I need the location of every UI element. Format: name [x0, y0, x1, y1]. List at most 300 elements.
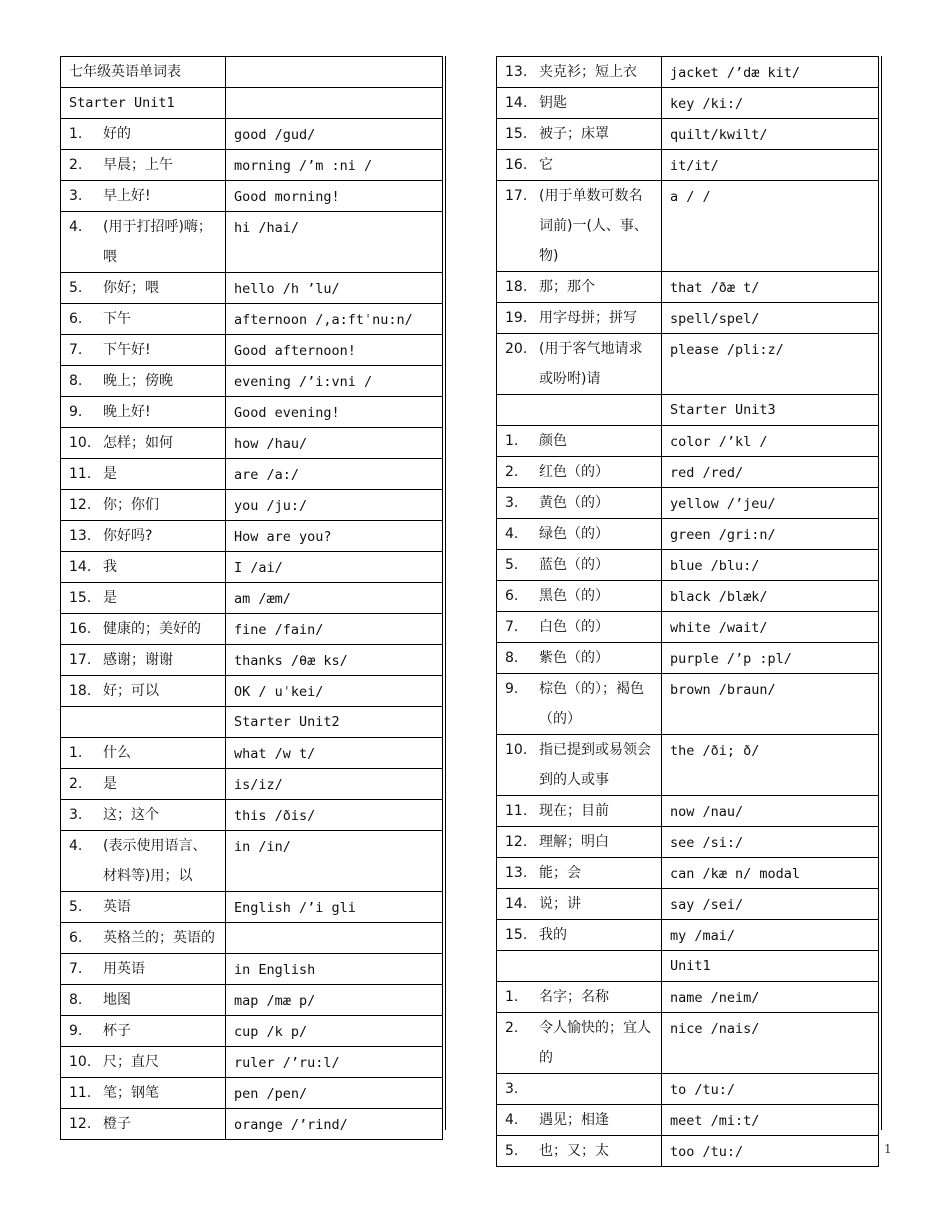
vocab-row: [61, 769, 443, 800]
item-number: 8.: [505, 650, 519, 666]
chinese-meaning-cell: [497, 982, 662, 1013]
english-word-cell: [226, 552, 443, 583]
chinese-meaning-cell: [497, 272, 662, 303]
vocab-row: [497, 1013, 879, 1074]
vocab-row: [61, 1047, 443, 1078]
item-number: 1.: [69, 745, 83, 761]
english-word-cell: [226, 800, 443, 831]
empty-cell: [226, 57, 443, 88]
item-number: 19.: [505, 310, 528, 326]
chinese-meaning: 颜色: [539, 433, 567, 449]
section-header-row: [61, 707, 443, 738]
chinese-meaning: 你好吗?: [103, 528, 153, 544]
page-number: 1: [884, 1142, 892, 1156]
chinese-meaning: 白色（的）: [539, 619, 609, 635]
chinese-meaning-cell: [61, 181, 226, 212]
item-number: 4.: [505, 1112, 519, 1128]
chinese-meaning-cell: [61, 645, 226, 676]
english-word: hello /h ’lu/: [234, 281, 340, 297]
item-number: 6.: [69, 311, 83, 327]
vocab-row: [61, 583, 443, 614]
english-word-cell: [226, 769, 443, 800]
section-heading: Starter Unit1: [69, 95, 175, 111]
english-word: what /w t/: [234, 746, 316, 762]
english-word: [226, 923, 442, 926]
item-number: 1.: [505, 433, 519, 449]
english-word: to /tu:/: [670, 1082, 736, 1098]
chinese-meaning-cell: [497, 920, 662, 951]
vocab-row: [61, 923, 443, 954]
item-number: 3.: [69, 188, 83, 204]
english-word: nice /nais/: [670, 1021, 760, 1037]
chinese-meaning-cell: [61, 521, 226, 552]
chinese-meaning: 钥匙: [539, 95, 567, 111]
item-number: 6.: [505, 588, 519, 604]
item-number: 9.: [69, 1023, 83, 1039]
chinese-meaning: 用字母拼；拼写: [539, 310, 637, 326]
chinese-meaning-cell: [497, 426, 662, 457]
vocab-row: [497, 581, 879, 612]
right-column-rule: [881, 56, 882, 1130]
chinese-meaning: 早晨；上午: [103, 157, 173, 173]
vocab-row: [61, 397, 443, 428]
vocab-row: [61, 676, 443, 707]
chinese-meaning-cell: [61, 1078, 226, 1109]
vocab-row: [497, 735, 879, 796]
item-number: 2.: [69, 776, 83, 792]
left-column-rule: [445, 56, 446, 1130]
vocab-row: [497, 827, 879, 858]
english-word-cell: [662, 982, 879, 1013]
item-number: 12.: [69, 1116, 92, 1132]
vocab-row: [497, 674, 879, 735]
item-number: 7.: [505, 619, 519, 635]
empty-cell: [497, 951, 662, 982]
english-word: say /sei/: [670, 897, 744, 913]
chinese-meaning-cell: [61, 304, 226, 335]
section-heading: Starter Unit3: [670, 402, 776, 418]
vocab-row: [497, 57, 879, 88]
item-number: 14.: [505, 95, 528, 111]
item-number: 10.: [69, 435, 92, 451]
vocab-row: [61, 273, 443, 304]
item-number: 14.: [69, 559, 92, 575]
english-word: Good afternoon!: [234, 343, 356, 359]
section-header-row: [497, 395, 879, 426]
english-word: a / /: [670, 189, 711, 205]
vocab-row: [61, 892, 443, 923]
english-word: please /pli:z/: [670, 342, 784, 358]
section-heading-cell: [662, 951, 879, 982]
section-heading-cell: [662, 395, 879, 426]
chinese-meaning-cell: [497, 519, 662, 550]
english-word-cell: [226, 119, 443, 150]
item-number: 15.: [69, 590, 92, 606]
english-word: white /wait/: [670, 620, 768, 636]
english-word: good /gud/: [234, 127, 316, 143]
chinese-meaning: 尺；直尺: [103, 1054, 159, 1070]
english-word: red /red/: [670, 465, 744, 481]
chinese-meaning: 令人愉快的；宜人的: [539, 1020, 651, 1066]
english-word-cell: [226, 366, 443, 397]
english-word: orange /’rind/: [234, 1117, 348, 1133]
chinese-meaning-cell: [497, 581, 662, 612]
english-word-cell: [662, 272, 879, 303]
chinese-meaning-cell: [497, 1136, 662, 1167]
english-word: yellow /’jeu/: [670, 496, 776, 512]
english-word: in English: [234, 962, 316, 978]
item-number: 20.: [505, 341, 528, 357]
item-number: 3.: [505, 1081, 519, 1097]
chinese-meaning-cell: [61, 614, 226, 645]
english-word: name /neim/: [670, 990, 760, 1006]
vocab-row: [497, 612, 879, 643]
chinese-meaning: 蓝色（的）: [539, 557, 609, 573]
english-word: too /tu:/: [670, 1144, 744, 1160]
empty-cell: [226, 88, 443, 119]
chinese-meaning-cell: [61, 738, 226, 769]
vocab-row: [61, 1016, 443, 1047]
english-word: my /mai/: [670, 928, 736, 944]
chinese-meaning-cell: [61, 428, 226, 459]
vocab-row: [61, 366, 443, 397]
item-number: 5.: [505, 557, 519, 573]
table-title-text: 七年级英语单词表: [69, 64, 181, 80]
english-word-cell: [226, 923, 443, 954]
english-word-cell: [662, 643, 879, 674]
right-vocab-table: [496, 56, 879, 1167]
chinese-meaning-cell: [61, 831, 226, 892]
chinese-meaning: 你；你们: [103, 497, 159, 513]
english-word-cell: [226, 397, 443, 428]
vocab-row: [497, 920, 879, 951]
chinese-meaning-cell: [61, 119, 226, 150]
english-word-cell: [662, 612, 879, 643]
chinese-meaning: 现在；目前: [539, 803, 609, 819]
chinese-meaning-cell: [497, 1105, 662, 1136]
item-number: 5.: [505, 1143, 519, 1159]
item-number: 4.: [69, 838, 83, 854]
vocab-row: [61, 335, 443, 366]
english-word: I /ai/: [234, 560, 283, 576]
chinese-meaning-cell: [61, 459, 226, 490]
chinese-meaning-cell: [497, 612, 662, 643]
chinese-meaning-cell: [61, 490, 226, 521]
english-word-cell: [662, 119, 879, 150]
item-number: 4.: [69, 219, 83, 235]
english-word-cell: [662, 674, 879, 735]
chinese-meaning: 黑色（的）: [539, 588, 609, 604]
english-word: you /ju:/: [234, 498, 308, 514]
chinese-meaning-cell: [61, 923, 226, 954]
chinese-meaning: [539, 1074, 661, 1104]
chinese-meaning-cell: [61, 985, 226, 1016]
english-word: cup /k p/: [234, 1024, 308, 1040]
vocab-row: [61, 428, 443, 459]
english-word: purple /’p :pl/: [670, 651, 792, 667]
chinese-meaning: 我的: [539, 927, 567, 943]
chinese-meaning: 遇见；相逢: [539, 1112, 609, 1128]
section-heading-cell: [226, 707, 443, 738]
english-word: afternoon /,a:ftˈnu:n/: [234, 312, 413, 328]
chinese-meaning-cell: [61, 1016, 226, 1047]
item-number: 7.: [69, 961, 83, 977]
vocab-row: [497, 272, 879, 303]
vocab-row: [497, 519, 879, 550]
vocab-row: [61, 521, 443, 552]
english-word: map /mæ p/: [234, 993, 316, 1009]
item-number: 12.: [505, 834, 528, 850]
english-word-cell: [226, 490, 443, 521]
english-word-cell: [662, 827, 879, 858]
vocab-row: [497, 88, 879, 119]
chinese-meaning-cell: [497, 796, 662, 827]
vocab-row: [61, 119, 443, 150]
item-number: 13.: [505, 865, 528, 881]
chinese-meaning: 感谢；谢谢: [103, 652, 173, 668]
english-word-cell: [662, 550, 879, 581]
english-word: that /ðæ t/: [670, 280, 760, 296]
vocab-row: [497, 1074, 879, 1105]
english-word-cell: [226, 831, 443, 892]
english-word: morning /’m :ni /: [234, 158, 373, 174]
chinese-meaning: 下午: [103, 311, 131, 327]
chinese-meaning: 理解；明白: [539, 834, 609, 850]
chinese-meaning: 怎样；如何: [103, 435, 173, 451]
english-word: quilt/kwilt/: [670, 127, 768, 143]
vocab-row: [61, 1109, 443, 1140]
section-heading: Starter Unit2: [234, 714, 340, 730]
section-heading-cell: [61, 88, 226, 119]
english-word-cell: [226, 428, 443, 459]
item-number: 14.: [505, 896, 528, 912]
chinese-meaning: 好；可以: [103, 683, 159, 699]
english-word-cell: [662, 920, 879, 951]
english-word: how /hau/: [234, 436, 308, 452]
vocab-row: [61, 800, 443, 831]
chinese-meaning-cell: [61, 335, 226, 366]
empty-cell: [497, 395, 662, 426]
english-word-cell: [662, 88, 879, 119]
item-number: 2.: [505, 1020, 519, 1036]
item-number: 15.: [505, 126, 528, 142]
chinese-meaning: 它: [539, 157, 553, 173]
chinese-meaning: 用英语: [103, 961, 145, 977]
chinese-meaning-cell: [497, 827, 662, 858]
english-word: blue /blu:/: [670, 558, 760, 574]
chinese-meaning: 这；这个: [103, 807, 159, 823]
item-number: 11.: [505, 803, 528, 819]
vocab-row: [61, 831, 443, 892]
chinese-meaning: (用于客气地请求或吩咐)请: [539, 341, 643, 387]
chinese-meaning-cell: [497, 674, 662, 735]
chinese-meaning: (表示使用语言、材料等)用；以: [103, 838, 207, 884]
vocab-row: [61, 614, 443, 645]
english-word: Good morning!: [234, 189, 340, 205]
item-number: 2.: [505, 464, 519, 480]
chinese-meaning: 早上好!: [103, 188, 151, 204]
english-word: it/it/: [670, 158, 719, 174]
english-word-cell: [226, 1109, 443, 1140]
chinese-meaning-cell: [497, 889, 662, 920]
chinese-meaning-cell: [61, 892, 226, 923]
english-word: evening /’i:vni /: [234, 374, 373, 390]
vocab-row: [497, 426, 879, 457]
vocab-row: [61, 212, 443, 273]
english-word: is/iz/: [234, 777, 283, 793]
item-number: 13.: [505, 64, 528, 80]
english-word-cell: [226, 304, 443, 335]
english-word: spell/spel/: [670, 311, 760, 327]
item-number: 3.: [69, 807, 83, 823]
english-word-cell: [226, 676, 443, 707]
section-heading: Unit1: [670, 958, 711, 974]
chinese-meaning: 我: [103, 559, 117, 575]
chinese-meaning-cell: [497, 457, 662, 488]
item-number: 12.: [69, 497, 92, 513]
english-word-cell: [226, 150, 443, 181]
item-number: 4.: [505, 526, 519, 542]
chinese-meaning-cell: [61, 800, 226, 831]
chinese-meaning-cell: [61, 273, 226, 304]
left-vocab-table: [60, 56, 443, 1140]
item-number: 8.: [69, 373, 83, 389]
chinese-meaning-cell: [497, 488, 662, 519]
vocab-row: [497, 858, 879, 889]
english-word: How are you?: [234, 529, 332, 545]
english-word: ruler /’ru:l/: [234, 1055, 340, 1071]
english-word-cell: [662, 334, 879, 395]
chinese-meaning-cell: [497, 334, 662, 395]
chinese-meaning: 杯子: [103, 1023, 131, 1039]
title-row: [61, 57, 443, 88]
chinese-meaning-cell: [497, 88, 662, 119]
chinese-meaning: 你好；喂: [103, 280, 159, 296]
vocab-row: [61, 459, 443, 490]
chinese-meaning-cell: [61, 769, 226, 800]
chinese-meaning: 那；那个: [539, 279, 595, 295]
chinese-meaning-cell: [61, 150, 226, 181]
english-word-cell: [226, 645, 443, 676]
english-word: Good evening!: [234, 405, 340, 421]
english-word-cell: [662, 303, 879, 334]
chinese-meaning: 下午好!: [103, 342, 151, 358]
left-vocab-column: [60, 56, 443, 1140]
chinese-meaning: 是: [103, 590, 117, 606]
vocab-row: [497, 488, 879, 519]
english-word: the /ði; ð/: [670, 743, 760, 759]
english-word-cell: [662, 181, 879, 272]
english-word: can /kæ n/ modal: [670, 866, 801, 882]
chinese-meaning-cell: [61, 1047, 226, 1078]
chinese-meaning: 橙子: [103, 1116, 131, 1132]
item-number: 15.: [505, 927, 528, 943]
english-word: green /gri:n/: [670, 527, 776, 543]
empty-cell: [61, 707, 226, 738]
english-word-cell: [226, 1078, 443, 1109]
chinese-meaning-cell: [497, 858, 662, 889]
english-word: hi /hai/: [234, 220, 300, 236]
chinese-meaning: 什么: [103, 745, 131, 761]
english-word-cell: [226, 583, 443, 614]
vocab-row: [497, 643, 879, 674]
chinese-meaning-cell: [497, 550, 662, 581]
vocab-row: [61, 645, 443, 676]
english-word-cell: [662, 519, 879, 550]
english-word-cell: [226, 1047, 443, 1078]
english-word-cell: [662, 488, 879, 519]
chinese-meaning-cell: [61, 676, 226, 707]
chinese-meaning: 地图: [103, 992, 131, 1008]
chinese-meaning: (用于单数可数名词前)一(人、事、物): [539, 188, 648, 264]
english-word-cell: [662, 735, 879, 796]
english-word: English /’i gli: [234, 900, 356, 916]
chinese-meaning: 被子；床罩: [539, 126, 609, 142]
english-word: color /’kl /: [670, 434, 768, 450]
vocab-row: [497, 550, 879, 581]
chinese-meaning-cell: [497, 119, 662, 150]
chinese-meaning: 绿色（的）: [539, 526, 609, 542]
item-number: 1.: [69, 126, 83, 142]
section-header-row: [497, 951, 879, 982]
item-number: 18.: [505, 279, 528, 295]
chinese-meaning: 是: [103, 466, 117, 482]
chinese-meaning-cell: [497, 150, 662, 181]
chinese-meaning-cell: [61, 954, 226, 985]
chinese-meaning-cell: [61, 366, 226, 397]
english-word-cell: [662, 796, 879, 827]
english-word-cell: [662, 57, 879, 88]
chinese-meaning-cell: [497, 1074, 662, 1105]
vocab-row: [497, 119, 879, 150]
english-word: meet /mi:t/: [670, 1113, 760, 1129]
item-number: 10.: [505, 742, 528, 758]
vocab-row: [497, 889, 879, 920]
vocab-row: [61, 490, 443, 521]
chinese-meaning: 说；讲: [539, 896, 581, 912]
vocab-row: [61, 304, 443, 335]
english-word-cell: [662, 1136, 879, 1167]
english-word: am /æm/: [234, 591, 291, 607]
item-number: 10.: [69, 1054, 92, 1070]
vocab-row: [497, 982, 879, 1013]
english-word-cell: [226, 954, 443, 985]
item-number: 3.: [505, 495, 519, 511]
english-word-cell: [226, 892, 443, 923]
english-word-cell: [226, 738, 443, 769]
vocab-row: [497, 181, 879, 272]
item-number: 17.: [69, 652, 92, 668]
english-word: are /a:/: [234, 467, 300, 483]
item-number: 18.: [69, 683, 92, 699]
item-number: 6.: [69, 930, 83, 946]
chinese-meaning-cell: [61, 397, 226, 428]
item-number: 5.: [69, 899, 83, 915]
english-word-cell: [226, 614, 443, 645]
english-word-cell: [662, 1074, 879, 1105]
chinese-meaning-cell: [497, 1013, 662, 1074]
english-word: pen /pen/: [234, 1086, 308, 1102]
chinese-meaning: 笔；钢笔: [103, 1085, 159, 1101]
item-number: 9.: [69, 404, 83, 420]
vocab-row: [497, 303, 879, 334]
item-number: 16.: [69, 621, 92, 637]
english-word: see /si:/: [670, 835, 744, 851]
item-number: 13.: [69, 528, 92, 544]
chinese-meaning: 指已提到或易领会到的人或事: [539, 742, 651, 788]
english-word-cell: [662, 889, 879, 920]
english-word-cell: [226, 273, 443, 304]
